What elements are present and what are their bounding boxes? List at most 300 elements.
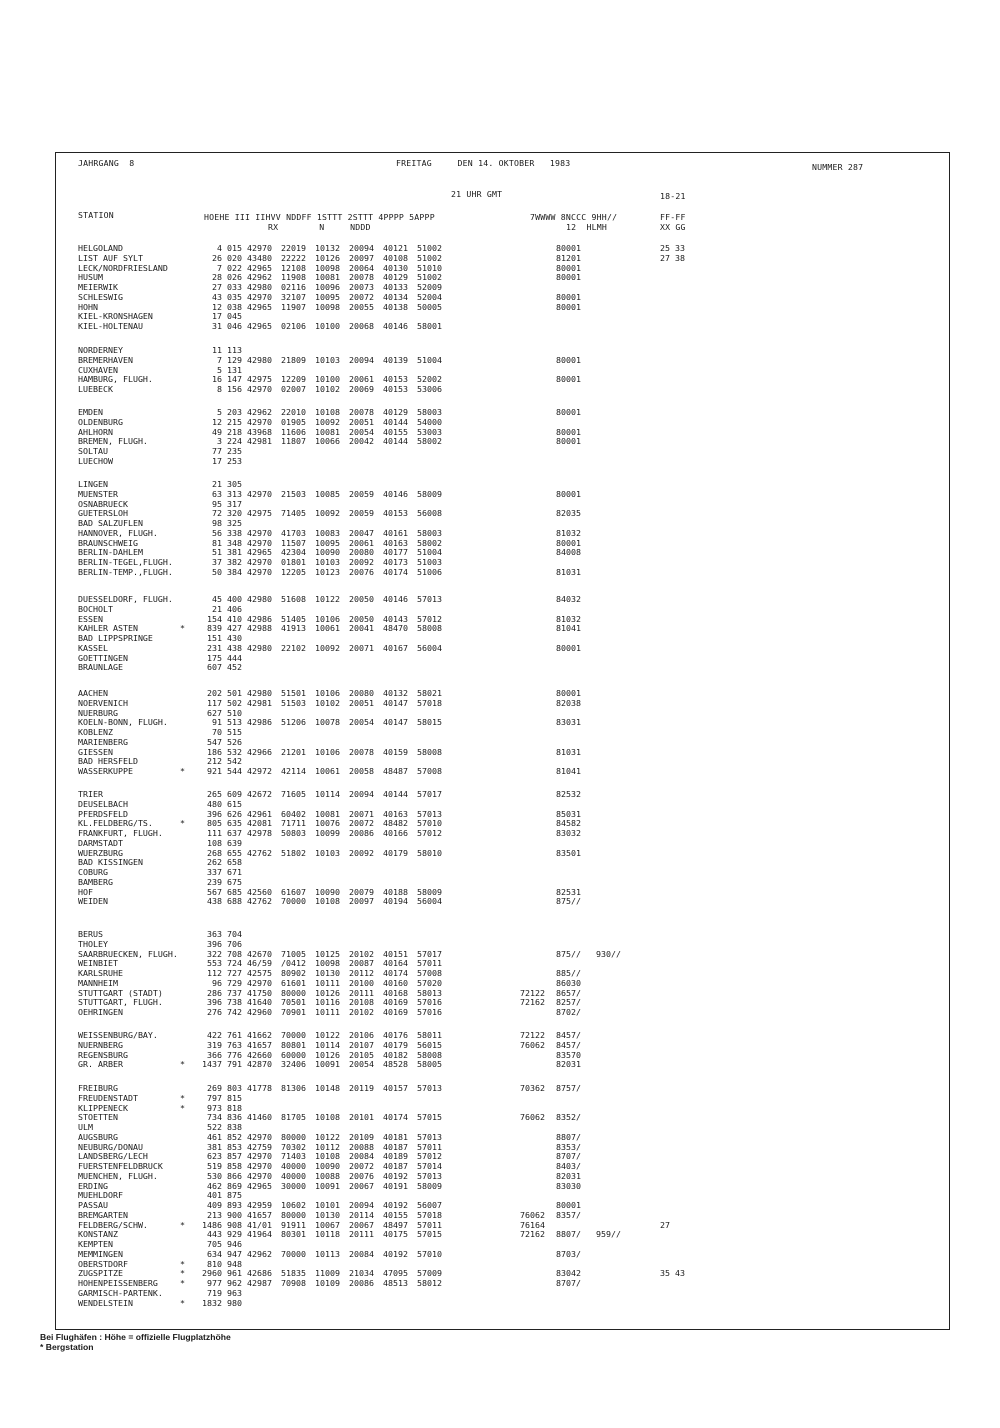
cell-iihvv: 42970 [247,243,272,253]
cell-name: BAD SALZUFLEN [78,518,143,528]
table-row [0,365,1000,375]
cell-p4: 40159 [383,746,408,757]
cell-s1: 10098 [315,262,340,273]
group2-header-line1: 7WWWW 8NCCC 9HH// [530,212,618,222]
cell-s1: 10122 [315,1131,340,1142]
cell-s1: 10113 [315,1248,340,1259]
cell-p4: 40130 [383,262,408,273]
cell-p4: 47095 [383,1268,408,1279]
cell-name: BREMERHAVEN [78,354,133,365]
cell-name: NEUBURG/DONAU [78,1141,143,1152]
cell-s2: 20061 [349,374,374,385]
cell-hoehe: 381 [207,1141,222,1152]
cell-hoehe: 202 [207,688,222,698]
cell-s2: 20059 [349,488,374,499]
cell-s1: 10111 [315,1007,340,1017]
table-row [0,518,1000,528]
cell-iihvv: 42759 [247,1141,272,1152]
cell-nddff: 12108 [281,262,306,273]
cell-p4: 48528 [383,1059,408,1070]
table-row [0,818,1000,828]
cell-hoehe: 95 [212,498,222,509]
cell-p5: 58009 [417,1180,442,1191]
cell-iihvv: 42970 [247,537,272,548]
cell-p4: 40139 [383,354,408,365]
cell-iii: 688 [227,896,242,907]
table-row [0,282,1000,292]
cell-s1: 10096 [315,282,340,292]
cell-hoehe: 553 [207,958,222,969]
cell-hoehe: 5 [217,407,222,417]
cell-name: COBURG [78,867,108,877]
cell-iihvv: 42980 [247,642,272,653]
cell-s2: 20097 [349,896,374,907]
cell-name: BERLIN-TEGEL,FLUGH. [78,557,173,567]
cell-p5: 57017 [417,789,442,799]
cell-s2: 20054 [349,1059,374,1070]
cell-p5: 57010 [417,818,442,829]
cell-s2: 20119 [349,1083,374,1093]
cell-iihvv: 42970 [247,291,272,302]
cell-p4: 40147 [383,717,408,728]
cell-p4: 40147 [383,697,408,708]
cell-n8: 80001 [556,354,581,365]
cell-nddff: 12209 [281,374,306,385]
cell-p4: 40129 [383,272,408,283]
table-row [0,557,1000,567]
cell-nddff: 30000 [281,1180,306,1191]
jahrgang-label: JAHRGANG 8 [78,158,135,168]
cell-iii: 791 [227,1059,242,1070]
cell-iii: 853 [227,1141,242,1152]
cell-p4: 40191 [383,1180,408,1191]
table-row [0,604,1000,614]
table-row [0,789,1000,799]
cell-s1: 10111 [315,977,340,988]
table-row [0,978,1000,988]
cell-iii: 857 [227,1151,242,1162]
cell-iihvv: 42965 [247,1180,272,1191]
cell-p5: 51010 [417,262,442,273]
cell-iii: 658 [227,857,242,868]
cell-hoehe: 269 [207,1083,222,1093]
cell-hoehe: 17 [212,455,222,466]
cell-s1: 10109 [315,1278,340,1288]
cell-hoehe: 21 [212,479,222,489]
cell-nddff: 61601 [281,977,306,988]
cell-n8: 80001 [556,642,581,653]
cell-iihvv: 42970 [247,977,272,988]
cell-iihvv: 41964 [247,1229,272,1240]
cell-hoehe: 319 [207,1039,222,1050]
cell-iihvv: 42686 [247,1268,272,1279]
cell-n8: 80001 [556,537,581,548]
cell-name: FREUDENSTADT [78,1092,138,1103]
cell-p5: 58012 [417,1278,442,1288]
cell-iii: 384 [227,566,242,577]
cell-star: * [180,1102,185,1113]
cell-iihvv: 42762 [247,847,272,858]
cell-p4: 40187 [383,1141,408,1152]
cell-s2: 20042 [349,436,374,447]
table-row [0,243,1000,253]
cell-p5: 58009 [417,886,442,897]
cell-nddff: 81306 [281,1083,306,1093]
cell-hoehe: 797 [207,1092,222,1103]
cell-hoehe: 26 [212,252,222,263]
cell-nddff: 50803 [281,828,306,838]
cell-s1: 10122 [315,1030,340,1040]
table-row [0,407,1000,417]
cell-s1: 10112 [315,1141,340,1152]
cell-iii: 532 [227,746,242,757]
cell-p4: 40146 [383,488,408,499]
cell-name: OBERSTDORF [78,1258,128,1269]
cell-iii: 129 [227,354,242,365]
table-row [0,1161,1000,1171]
cell-name: HUSUM [78,272,103,283]
cell-iihvv: 42970 [247,384,272,394]
cell-name: SOLTAU [78,446,108,456]
cell-nddff: 21809 [281,354,306,365]
cell-iii: 235 [227,446,242,456]
cell-nddff: 80000 [281,1131,306,1142]
cell-hoehe: 810 [207,1258,222,1269]
cell-name: BRAUNSCHWEIG [78,537,138,548]
cell-iii: 962 [227,1278,242,1288]
cell-p5: 56008 [417,508,442,519]
cell-iihvv: 42988 [247,623,272,634]
table-row [0,838,1000,848]
cell-s2: 20100 [349,977,374,988]
cell-s1: 10099 [315,828,340,838]
cell-p5: 51002 [417,252,442,263]
cell-name: NUERNBERG [78,1039,123,1050]
cell-iihvv: 42978 [247,828,272,838]
cell-n8: 82531 [556,886,581,897]
cell-p5: 58002 [417,537,442,548]
cell-nddff: 71403 [281,1151,306,1162]
cell-n8: 81041 [556,623,581,634]
cell-name: AUGSBURG [78,1131,118,1142]
cell-s1: 10067 [315,1219,340,1230]
cell-name: OLDENBURG [78,416,123,427]
cell-iihvv: 42986 [247,613,272,624]
cell-hoehe: 175 [207,652,222,663]
table-row [0,1200,1000,1210]
cell-p4: 48497 [383,1219,408,1230]
cell-p5: 56015 [417,1039,442,1050]
cell-iihvv: 42986 [247,717,272,728]
cell-p5: 58008 [417,1049,442,1060]
cell-iii: 685 [227,886,242,897]
table-row [0,253,1000,263]
cell-star: * [180,1278,185,1288]
cell-n8: 80001 [556,243,581,253]
cell-p5: 57013 [417,808,442,819]
table-row [0,848,1000,858]
cell-hoehe: 28 [212,272,222,283]
cell-iii: 131 [227,364,242,375]
cell-iii: 515 [227,727,242,737]
cell-name: FRANKFURT, FLUGH. [78,828,163,838]
table-row [0,1132,1000,1142]
cell-hoehe: 21 [212,603,222,614]
cell-iii: 738 [227,997,242,1008]
cell-s1: 10125 [315,948,340,959]
cell-p4: 48487 [383,766,408,776]
cell-p5: 58010 [417,847,442,858]
table-row [0,272,1000,282]
cell-p5: 57012 [417,1151,442,1162]
cell-iii: 501 [227,688,242,698]
cell-name: AACHEN [78,688,108,698]
cell-hoehe: 5 [217,364,222,375]
cell-iihvv: 42970 [247,488,272,499]
cell-iii: 609 [227,789,242,799]
cell-hoehe: 151 [207,633,222,643]
cell-hoehe: 212 [207,756,222,767]
cell-iii: 452 [227,662,242,673]
cell-name: KARLSRUHE [78,968,123,978]
cell-hoehe: 154 [207,613,222,624]
cell-iii: 761 [227,1030,242,1040]
cell-n8: 80001 [556,688,581,698]
cell-iii: 875 [227,1190,242,1201]
cell-iii: 046 [227,321,242,331]
cell-name: KASSEL [78,642,108,653]
cell-s2: 20051 [349,416,374,427]
cell-name: AHLHORN [78,426,113,437]
cell-iii: 803 [227,1083,242,1093]
cell-w7: 76062 [520,1112,545,1123]
cell-s1: 10114 [315,789,340,799]
cell-s1: 10078 [315,717,340,728]
cell-hoehe: 91 [212,717,222,728]
cell-s2: 20094 [349,789,374,799]
cell-name: KOBLENZ [78,727,113,737]
cell-p4: 48482 [383,818,408,829]
cell-n8: 8707/ [556,1151,581,1162]
cell-s1: 10106 [315,613,340,624]
cell-nddff: 71005 [281,948,306,959]
cell-iihvv: 42962 [247,272,272,283]
cell-iihvv: 42560 [247,886,272,897]
cell-n8: 82031 [556,1059,581,1070]
cell-name: MANNHEIM [78,977,118,988]
cell-nddff: 21201 [281,746,306,757]
cell-iii: 410 [227,613,242,624]
cell-iii: 980 [227,1297,242,1308]
cell-name: BOCHOLT [78,603,113,614]
table-row [0,1103,1000,1113]
cell-n8: 875// [556,948,581,959]
cell-s2: 20114 [349,1209,374,1220]
cell-p4: 40146 [383,594,408,604]
footnote-mountain: * Bergstation [40,1342,94,1352]
group2-header-line2: 12 HLMH [566,222,608,232]
columns-header-line2: RX N NDDD [268,222,371,232]
cell-s2: 20102 [349,1007,374,1017]
cell-hoehe: 530 [207,1170,222,1181]
cell-star: * [180,1059,185,1070]
cell-iihvv: 42965 [247,321,272,331]
cell-iihvv: 41750 [247,987,272,998]
cell-s2: 20076 [349,566,374,577]
cell-s2: 20079 [349,886,374,897]
table-row [0,643,1000,653]
table-row [0,877,1000,887]
cell-p5: 57016 [417,997,442,1008]
cell-hoehe: 45 [212,594,222,604]
table-row [0,756,1000,766]
cell-s1: 10126 [315,252,340,263]
cell-iihvv: 42987 [247,1278,272,1288]
cell-nddff: 02007 [281,384,306,394]
cell-name: BAD HERSFELD [78,756,138,767]
cell-iii: 253 [227,455,242,466]
cell-p5: 57015 [417,1112,442,1123]
cell-hoehe: 461 [207,1131,222,1142]
cell-n8: 80001 [556,1200,581,1210]
cell-nddff: 61607 [281,886,306,897]
cell-p4: 40169 [383,997,408,1008]
table-row [0,436,1000,446]
cell-p5: 51003 [417,557,442,567]
cell-iihvv: 42970 [247,566,272,577]
cell-p4: 40129 [383,407,408,417]
cell-name: BREMEN, FLUGH. [78,436,148,447]
cell-iii: 035 [227,291,242,302]
cell-p5: 57011 [417,1219,442,1230]
table-row [0,1083,1000,1093]
cell-name: BRAUNLAGE [78,662,123,673]
table-row [0,887,1000,897]
cell-hoehe: 977 [207,1278,222,1288]
cell-hoehe: 921 [207,766,222,776]
table-row [0,508,1000,518]
cell-n8: 8353/ [556,1141,581,1152]
table-row [0,321,1000,331]
cell-p5: 52002 [417,374,442,385]
cell-name: DUESSELDORF, FLUGH. [78,594,173,604]
cell-p4: 40187 [383,1161,408,1171]
table-row [0,1259,1000,1269]
cell-iii: 022 [227,262,242,273]
table-row [0,489,1000,499]
time-label: 21 UHR GMT [451,189,503,199]
cell-name: FELDBERG/SCHW. [78,1219,148,1230]
cell-name: DARMSTADT [78,837,123,848]
cell-n8: 80001 [556,488,581,499]
cell-iii: 313 [227,488,242,499]
cell-hoehe: 519 [207,1161,222,1171]
cell-p5: 58009 [417,488,442,499]
cell-iii: 338 [227,527,242,538]
cell-iii: 113 [227,345,242,355]
cell-n8: 83501 [556,847,581,858]
cell-hoehe: 231 [207,642,222,653]
cell-hoehe: 265 [207,789,222,799]
cell-iii: 510 [227,707,242,718]
table-row [0,662,1000,672]
cell-name: BERUS [78,929,103,939]
cell-name: TRIER [78,789,103,799]
cell-name: LANDSBERG/LECH [78,1151,148,1162]
cell-p4: 40133 [383,282,408,292]
cell-nddff: 80301 [281,1229,306,1240]
cell-nddff: 51501 [281,688,306,698]
cell-name: DEUSELBACH [78,798,128,809]
cell-s1: 10081 [315,272,340,283]
cell-s1: 10092 [315,416,340,427]
table-row [0,929,1000,939]
cell-iii: 655 [227,847,242,858]
cell-n8: 81031 [556,566,581,577]
cell-n8: 83031 [556,717,581,728]
cell-p4: 40173 [383,557,408,567]
table-row [0,867,1000,877]
cell-name: BERLIN-TEMP.,FLUGH. [78,566,173,577]
cell-name: LINGEN [78,479,108,489]
cell-name: MARIENBERG [78,736,128,747]
table-row [0,594,1000,604]
cell-s1: 10100 [315,321,340,331]
cell-name: BREMGARTEN [78,1209,128,1220]
cell-hoehe: 734 [207,1112,222,1123]
cell-s1: 10122 [315,594,340,604]
cell-nddff: 22222 [281,252,306,263]
cell-iihvv: 42970 [247,1161,272,1171]
cell-hoehe: 337 [207,867,222,877]
cell-hoehe: 8 [217,384,222,394]
table-row [0,1268,1000,1278]
cell-n8: 82031 [556,1170,581,1181]
cell-nddff: 81705 [281,1112,306,1123]
cell-iii: 858 [227,1161,242,1171]
cell-name: SCHLESWIG [78,291,123,302]
cell-s2: 20054 [349,717,374,728]
cell-hoehe: 438 [207,896,222,907]
cell-p5: 52004 [417,291,442,302]
cell-iii: 929 [227,1229,242,1240]
cell-iii: 320 [227,508,242,519]
cell-s2: 20111 [349,987,374,998]
table-row [0,446,1000,456]
cell-iii: 763 [227,1039,242,1050]
cell-iihvv: 41657 [247,1039,272,1050]
cell-iii: 737 [227,987,242,998]
cell-nddff: 11908 [281,272,306,283]
cell-star: * [180,1297,185,1308]
cell-iii: 671 [227,867,242,877]
cell-name: BAD LIPPSPRINGE [78,633,153,643]
cell-p5: 57013 [417,1083,442,1093]
cell-p5: 56007 [417,1200,442,1210]
cell-iihvv: 41/01 [247,1219,272,1230]
table-row [0,633,1000,643]
cell-iii: 869 [227,1180,242,1191]
table-row [0,499,1000,509]
cell-n8: 80001 [556,407,581,417]
cell-s2: 20102 [349,948,374,959]
cell-s1: 10090 [315,886,340,897]
cell-s1: 10095 [315,291,340,302]
cell-iihvv: 42962 [247,1248,272,1259]
cell-name: KONSTANZ [78,1229,118,1240]
cell-iii: 948 [227,1258,242,1269]
cell-iihvv: 42965 [247,547,272,558]
